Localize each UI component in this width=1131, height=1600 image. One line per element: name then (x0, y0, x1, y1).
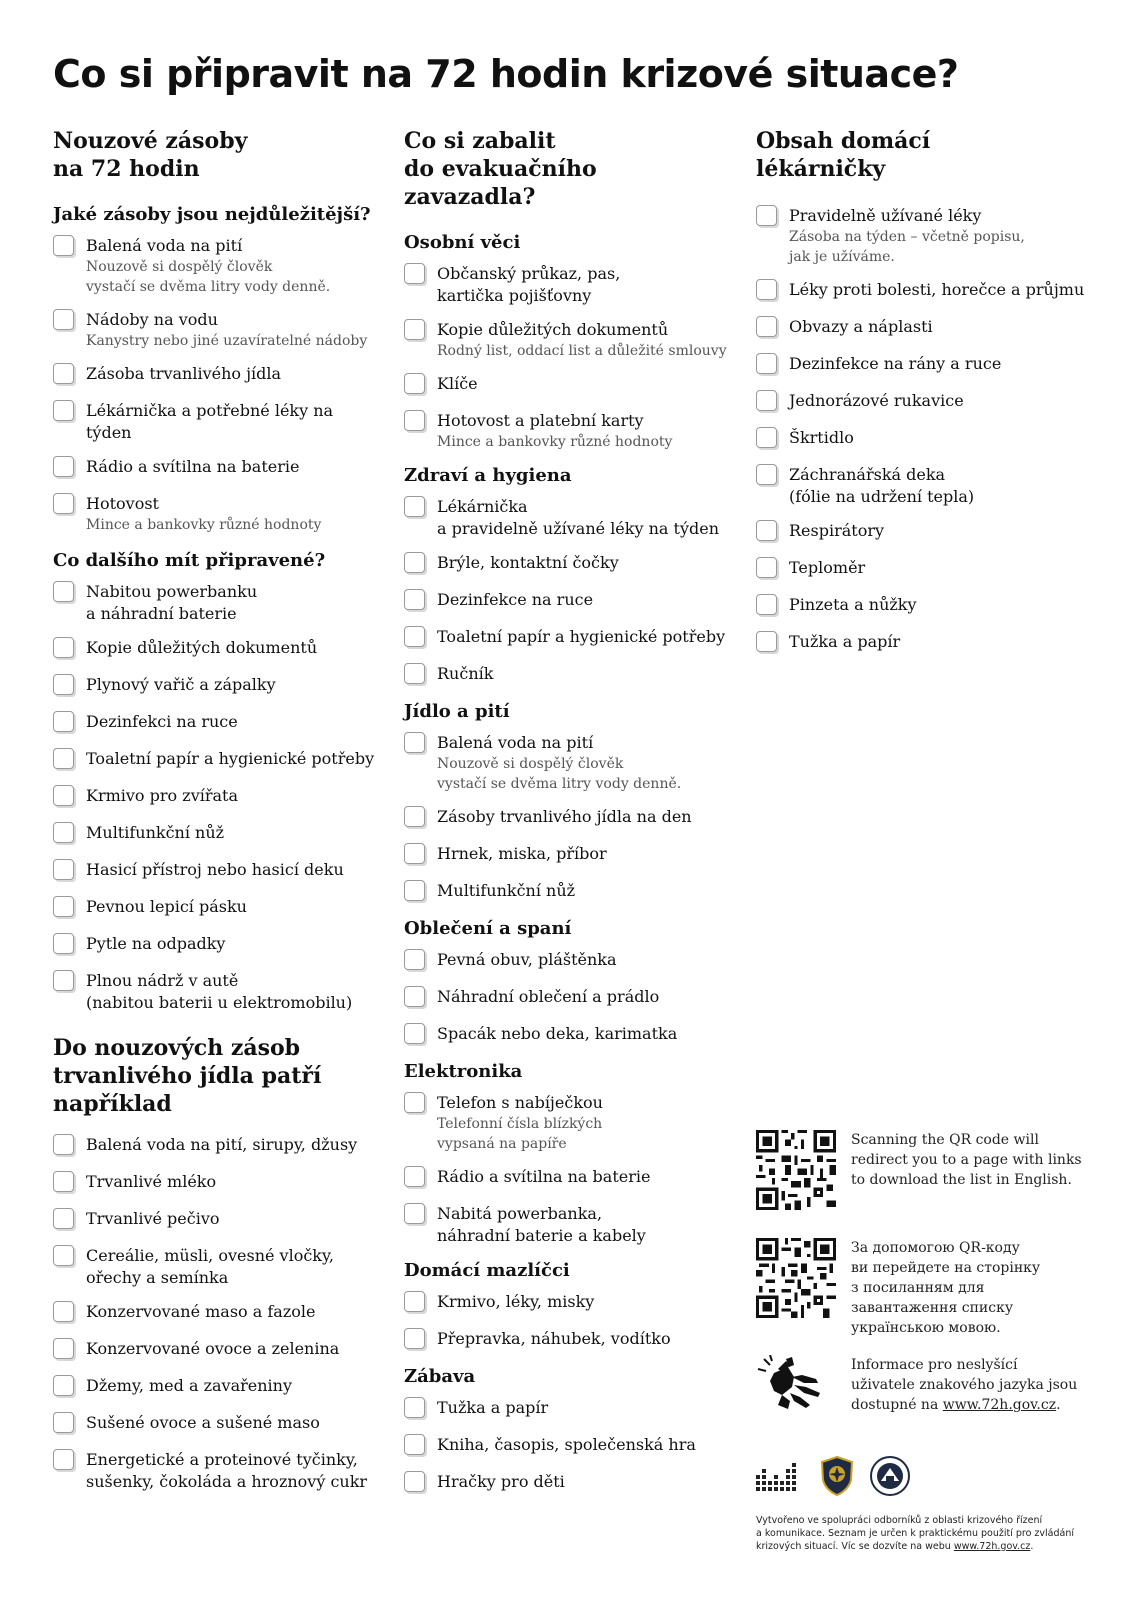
checkbox[interactable] (404, 589, 425, 610)
checkbox[interactable] (53, 674, 74, 695)
group-title: Jídlo a pití (404, 701, 510, 722)
checklist-item[interactable]: Trvanlivé pečivo (53, 1208, 383, 1233)
checkbox[interactable] (404, 1471, 425, 1492)
checkbox[interactable] (756, 205, 777, 226)
checkbox[interactable] (404, 410, 425, 431)
checklist-item[interactable]: Zásoby trvanlivého jídla na den (404, 806, 734, 831)
checkbox[interactable] (53, 711, 74, 732)
checkbox[interactable] (404, 949, 425, 970)
checkbox[interactable] (404, 986, 425, 1007)
checklist-item[interactable]: Kopie důležitých dokumentů Rodný list, oddací list a důležité smlouvy (404, 319, 734, 361)
checkbox[interactable] (53, 1449, 74, 1470)
checkbox[interactable] (404, 1291, 425, 1312)
checkbox[interactable] (404, 319, 425, 340)
column-evacuation-bag (404, 127, 734, 1508)
checkbox[interactable] (756, 464, 777, 485)
checklist-item[interactable]: Trvanlivé mléko (53, 1171, 383, 1196)
checkbox[interactable] (404, 663, 425, 684)
sign-language-hands-icon (756, 1355, 836, 1411)
checklist-item[interactable]: Občanský průkaz, pas, kartička pojišťovny (404, 263, 734, 307)
sign-language-text: Informace pro neslyšící uživatele znakového jazyka jsou dostupné na www.72h.gov.cz. (851, 1357, 1078, 1413)
checklist-item[interactable]: Přepravka, náhubek, vodítko (404, 1328, 734, 1353)
column-emergency-supplies (53, 127, 383, 1505)
checklist-item[interactable]: Krmivo, léky, misky (404, 1291, 734, 1316)
qr-english-block (756, 1130, 1091, 1210)
checklist-item[interactable]: Rádio a svítilna na baterie (53, 456, 383, 481)
column-first-aid-kit (756, 127, 1096, 668)
ministry-logo-icon (756, 1459, 800, 1493)
checkbox[interactable] (756, 594, 777, 615)
subsection-title: Co dalšího mít připravené? (53, 550, 326, 571)
checkbox[interactable] (53, 785, 74, 806)
checklist-item[interactable]: Plynový vařič a zápalky (53, 674, 383, 699)
group-title: Osobní věci (404, 232, 521, 253)
checklist-item[interactable]: Energetické a proteinové tyčinky, sušenky, čokoláda a hroznový cukr (53, 1449, 383, 1493)
checkbox[interactable] (53, 581, 74, 602)
checklist-item[interactable]: Krmivo pro zvířata (53, 785, 383, 810)
checkbox[interactable] (404, 1397, 425, 1418)
checklist-item[interactable]: Tužka a papír (404, 1397, 734, 1422)
checklist-item[interactable]: Dezinfekce na rány a ruce (756, 353, 1096, 378)
checklist-item[interactable]: Škrtidlo (756, 427, 1096, 452)
checkbox[interactable] (53, 859, 74, 880)
checklist-item[interactable]: Cereálie, müsli, ovesné vločky, ořechy a semínka (53, 1245, 383, 1289)
checklist-item[interactable]: Konzervované maso a fazole (53, 1301, 383, 1326)
footer-note: Vytvořeno ve spolupráci odborníků z oblasti krizového řízení a komunikace. Seznam je určen k praktickému použití pro zvládání krizových situací. Víc se dozvíte na webu www.72h.gov.cz. (756, 1515, 1075, 1552)
checkbox[interactable] (756, 279, 777, 300)
footer-website-link[interactable]: www.72h.gov.cz (953, 1541, 1031, 1552)
checkbox[interactable] (404, 496, 425, 517)
group-title: Elektronika (404, 1061, 523, 1082)
checkbox[interactable] (756, 631, 777, 652)
checklist-item[interactable]: Spacák nebo deka, karimatka (404, 1023, 734, 1048)
section-heading: Obsah domácí lékárničky (756, 128, 931, 182)
checklist-item[interactable]: Džemy, med a zavařeniny (53, 1375, 383, 1400)
checklist-item[interactable]: Teploměr (756, 557, 1096, 582)
checklist-item[interactable]: Tužka a papír (756, 631, 1096, 656)
checklist-item[interactable]: Hasicí přístroj nebo hasicí deku (53, 859, 383, 884)
checkbox[interactable] (53, 933, 74, 954)
page-title: Co si připravit na 72 hodin krizové situace? (53, 52, 959, 96)
partner-logos (756, 1456, 910, 1496)
subsection-title: Jaké zásoby jsou nejdůležitější? (53, 204, 371, 225)
checkbox[interactable] (53, 748, 74, 769)
checklist-item[interactable]: Hotovost Mince a bankovky různé hodnoty (53, 493, 383, 535)
checkbox[interactable] (53, 493, 74, 514)
checklist-item[interactable]: Jednorázové rukavice (756, 390, 1096, 415)
checkbox[interactable] (53, 1134, 74, 1155)
checklist-item[interactable]: Klíče (404, 373, 734, 398)
checklist-item[interactable]: Lékárnička a potřebné léky na týden (53, 400, 383, 444)
checkbox[interactable] (53, 1301, 74, 1322)
checklist-item[interactable]: Multifunkční nůž (53, 822, 383, 847)
checkbox[interactable] (756, 557, 777, 578)
checklist-item[interactable]: Plnou nádrž v autě (nabitou baterii u elektromobilu) (53, 970, 383, 1014)
checkbox[interactable] (53, 1375, 74, 1396)
checkbox[interactable] (756, 390, 777, 411)
checklist-item[interactable]: Rádio a svítilna na baterie (404, 1166, 734, 1191)
government-seal-icon (870, 1456, 910, 1496)
checkbox[interactable] (404, 1166, 425, 1187)
section-heading: Co si zabalit do evakuačního zavazadla? (404, 128, 597, 210)
checkbox[interactable] (404, 880, 425, 901)
checkbox[interactable] (404, 806, 425, 827)
checkbox[interactable] (53, 309, 74, 330)
group-title: Oblečení a spaní (404, 918, 572, 939)
checklist-item[interactable]: Respirátory (756, 520, 1096, 545)
checklist-item[interactable]: Kniha, časopis, společenská hra (404, 1434, 734, 1459)
checklist-item[interactable]: Balená voda na pití Nouzově si dospělý člověk vystačí se dvěma litry vody denně. (404, 732, 734, 794)
checklist-item[interactable]: Pevná obuv, pláštěnka (404, 949, 734, 974)
checklist-item[interactable]: Nabitá powerbanka, náhradní baterie a kabely (404, 1203, 734, 1247)
checkbox[interactable] (404, 1203, 425, 1224)
checkbox[interactable] (53, 1208, 74, 1229)
checklist-item[interactable]: Konzervované ovoce a zelenina (53, 1338, 383, 1363)
checkbox[interactable] (53, 1412, 74, 1433)
checkbox[interactable] (756, 316, 777, 337)
checkbox[interactable] (53, 1245, 74, 1266)
group-title: Zdraví a hygiena (404, 465, 572, 486)
checkbox[interactable] (404, 1434, 425, 1455)
checkbox[interactable] (53, 970, 74, 991)
checkbox[interactable] (404, 1023, 425, 1044)
qr-english-text: Scanning the QR code will redirect you to a page with links to download the list in English. (851, 1132, 1082, 1188)
checklist-item[interactable]: Kopie důležitých dokumentů (53, 637, 383, 662)
checklist-item[interactable]: Nabitou powerbanku a náhradní baterie (53, 581, 383, 625)
checkbox[interactable] (404, 1092, 425, 1113)
checklist-item[interactable]: Dezinfekci na ruce (53, 711, 383, 736)
checklist-item[interactable]: Ručník (404, 663, 734, 688)
checklist-item[interactable]: Balená voda na pití, sirupy, džusy (53, 1134, 383, 1159)
section-heading: Do nouzových zásob trvanlivého jídla patří například (53, 1035, 322, 1117)
checkbox[interactable] (756, 353, 777, 374)
qr-code-icon[interactable] (756, 1238, 836, 1318)
qr-ukrainian-text: За допомогою QR-коду ви перейдете на сторінку з посиланням для завантаження списку українською мовою. (851, 1240, 1041, 1336)
checklist-item[interactable]: Hotovost a platební karty Mince a bankovky různé hodnoty (404, 410, 734, 452)
group-title: Domácí mazlíčci (404, 1260, 570, 1281)
checklist-item[interactable]: Pinzeta a nůžky (756, 594, 1096, 619)
checklist-item[interactable]: Pevnou lepicí pásku (53, 896, 383, 921)
checkbox[interactable] (53, 235, 74, 256)
checkbox[interactable] (404, 1328, 425, 1349)
checkbox[interactable] (404, 626, 425, 647)
checklist-item[interactable]: Lékárnička a pravidelně užívané léky na týden (404, 496, 734, 540)
checkbox[interactable] (53, 1171, 74, 1192)
checkbox[interactable] (53, 456, 74, 477)
checkbox[interactable] (53, 1338, 74, 1359)
section-heading: Nouzové zásoby na 72 hodin (53, 128, 248, 182)
checklist-item[interactable]: Balená voda na pití Nouzově si dospělý člověk vystačí se dvěma litry vody denně. (53, 235, 383, 297)
checklist-item[interactable]: Náhradní oblečení a prádlo (404, 986, 734, 1011)
checkbox[interactable] (404, 373, 425, 394)
checklist-item[interactable]: Léky proti bolesti, horečce a průjmu (756, 279, 1096, 304)
checklist-item[interactable]: Sušené ovoce a sušené maso (53, 1412, 383, 1437)
checklist-item[interactable]: Brýle, kontaktní čočky (404, 552, 734, 577)
checklist-item[interactable]: Pytle na odpadky (53, 933, 383, 958)
checklist-item[interactable]: Pravidelně užívané léky Zásoba na týden – včetně popisu, jak je užíváme. (756, 205, 1096, 267)
checklist-item[interactable]: Hrnek, miska, příbor (404, 843, 734, 868)
checklist-item[interactable]: Obvazy a náplasti (756, 316, 1096, 341)
checklist-item[interactable]: Nádoby na vodu Kanystry nebo jiné uzavíratelné nádoby (53, 309, 383, 351)
checkbox[interactable] (53, 400, 74, 421)
checklist-item[interactable]: Toaletní papír a hygienické potřeby (53, 748, 383, 773)
checkbox[interactable] (53, 363, 74, 384)
checkbox[interactable] (53, 637, 74, 658)
qr-code-icon[interactable] (756, 1130, 836, 1210)
checkbox[interactable] (404, 263, 425, 284)
fire-rescue-badge-icon (820, 1456, 854, 1496)
checkbox[interactable] (756, 427, 777, 448)
checklist-item[interactable]: Záchranářská deka (fólie na udržení tepla) (756, 464, 1096, 508)
checklist-item[interactable]: Toaletní papír a hygienické potřeby (404, 626, 734, 651)
checkbox[interactable] (53, 822, 74, 843)
sign-language-block (756, 1355, 1091, 1415)
qr-ukrainian-block (756, 1238, 1091, 1338)
checkbox[interactable] (756, 520, 777, 541)
checkbox[interactable] (404, 843, 425, 864)
checklist-item[interactable]: Multifunkční nůž (404, 880, 734, 905)
checklist-item[interactable]: Zásoba trvanlivého jídla (53, 363, 383, 388)
group-title: Zábava (404, 1366, 476, 1387)
checklist-item[interactable]: Hračky pro děti (404, 1471, 734, 1496)
checkbox[interactable] (404, 732, 425, 753)
checklist-item[interactable]: Telefon s nabíječkou Telefonní čísla blízkých vypsaná na papíře (404, 1092, 734, 1154)
website-link[interactable]: www.72h.gov.cz (942, 1397, 1057, 1413)
checklist-item[interactable]: Dezinfekce na ruce (404, 589, 734, 614)
checkbox[interactable] (404, 552, 425, 573)
checkbox[interactable] (53, 896, 74, 917)
